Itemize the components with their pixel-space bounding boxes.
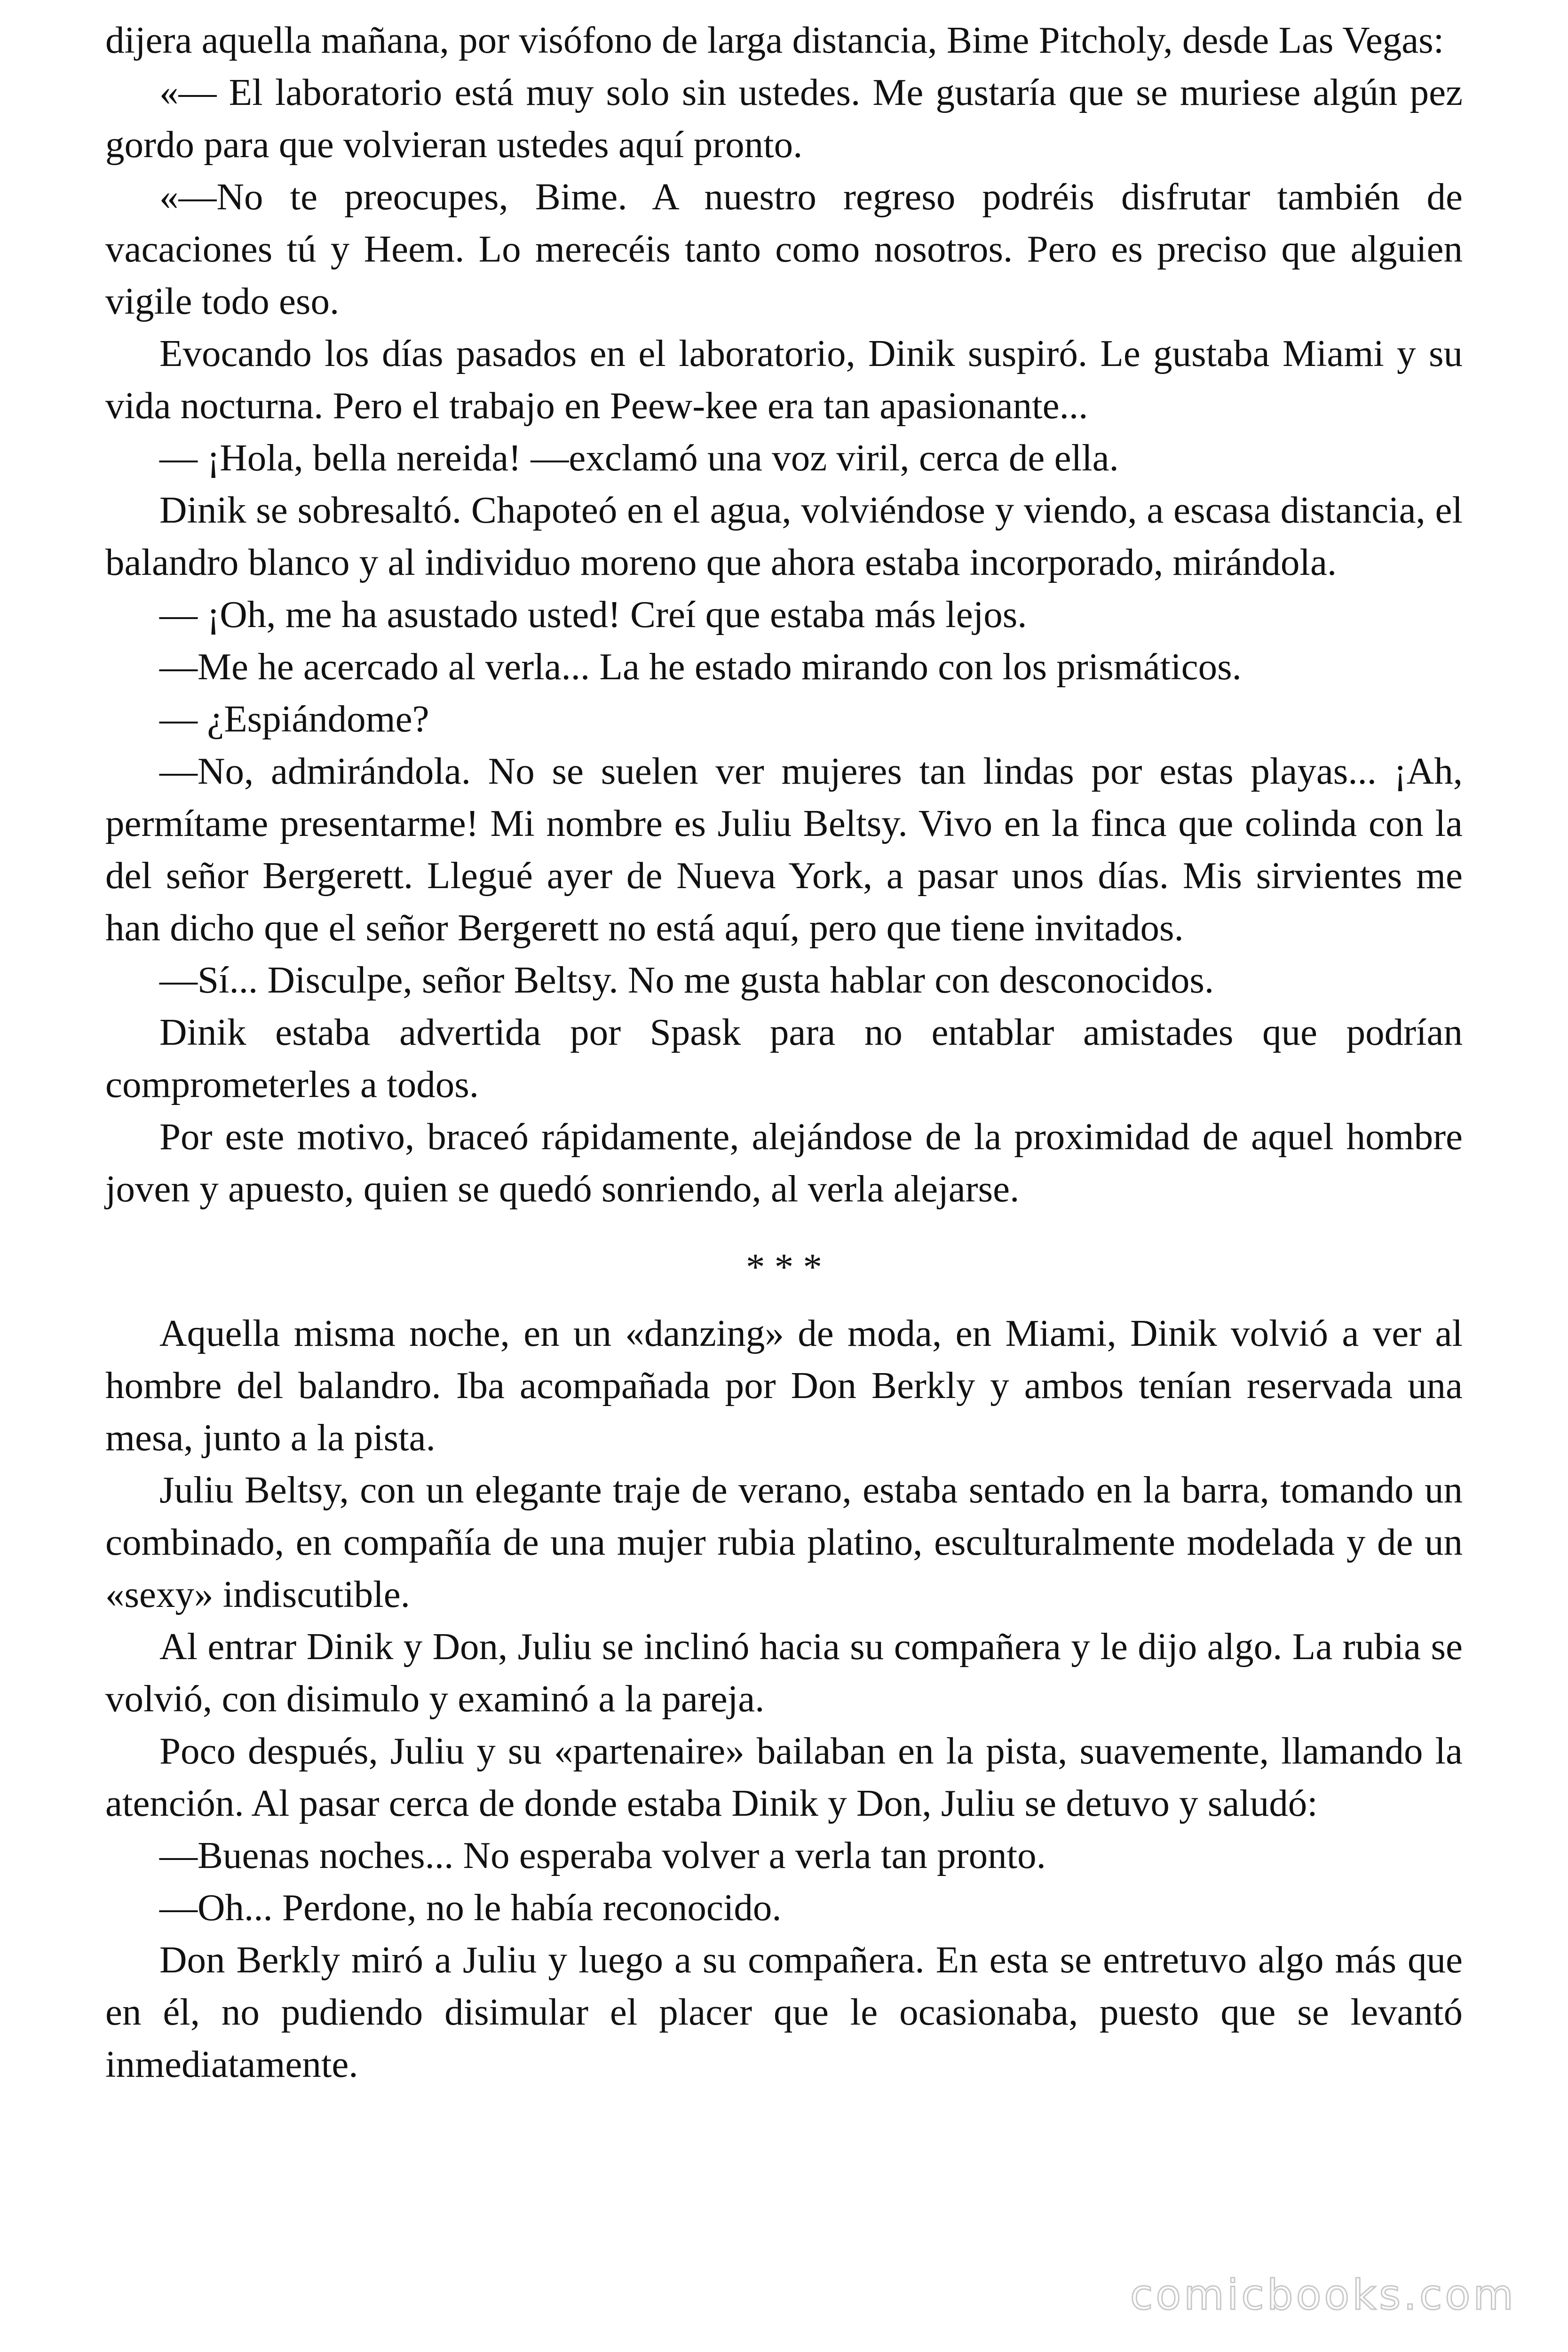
paragraph: — ¡Oh, me ha asustado usted! Creí que estaba más lejos. bbox=[159, 593, 1027, 636]
paragraph: Poco después, Juliu y su «partenaire» bailaban en la pista, suavemente, llamando la atención. Al pasar cerca de donde estaba Dinik y Don, Juliu se detuvo y saludó: bbox=[105, 1730, 1463, 1824]
paragraph: —No, admirándola. No se suelen ver mujeres tan lindas por estas playas... ¡Ah, permítame presentarme! Mi nombre es Juliu Beltsy. Vivo en la finca que colinda con la del señor Bergerett. Llegué ayer de Nueva York, a pasar unos días. Mis sirvientes me han dicho que el señor Bergerett no está aquí, pero que tiene invitados. bbox=[105, 750, 1463, 949]
section-break: * * * bbox=[746, 1246, 822, 1288]
paragraph: — ¡Hola, bella nereida! —exclamó una voz viril, cerca de ella. bbox=[159, 437, 1119, 479]
paragraph: — ¿Espiándome? bbox=[159, 698, 429, 740]
book-page bbox=[105, 14, 1463, 2090]
paragraph: Dinik se sobresaltó. Chapoteó en el agua, volviéndose y viendo, a escasa distancia, el balandro blanco y al individuo moreno que ahora estaba incorporado, mirándola. bbox=[105, 489, 1463, 583]
paragraph: —Me he acercado al verla... La he estado mirando con los prismáticos. bbox=[159, 645, 1242, 688]
paragraph: —Buenas noches... No esperaba volver a verla tan pronto. bbox=[159, 1834, 1046, 1876]
paragraph: Evocando los días pasados en el laboratorio, Dinik suspiró. Le gustaba Miami y su vida nocturna. Pero el trabajo en Peew-kee era tan apasionante... bbox=[105, 332, 1463, 427]
paragraph: «— El laboratorio está muy solo sin ustedes. Me gustaría que se muriese algún pez gordo para que volvieran ustedes aquí pronto. bbox=[105, 71, 1463, 166]
paragraph: —Oh... Perdone, no le había reconocido. bbox=[159, 1886, 782, 1929]
paragraph: Al entrar Dinik y Don, Juliu se inclinó hacia su compañera y le dijo algo. La rubia se volvió, con disimulo y examinó a la pareja. bbox=[105, 1625, 1463, 1720]
paragraph: —Sí... Disculpe, señor Beltsy. No me gusta hablar con desconocidos. bbox=[159, 959, 1214, 1001]
paragraph: dijera aquella mañana, por visófono de larga distancia, Bime Pitcholy, desde Las Vegas: bbox=[105, 19, 1444, 61]
paragraph: Don Berkly miró a Juliu y luego a su compañera. En esta se entretuvo algo más que en él, no pudiendo disimular el placer que le ocasionaba, puesto que se levantó inmediatamente. bbox=[105, 1939, 1463, 2085]
paragraph: «—No te preocupes, Bime. A nuestro regreso podréis disfrutar también de vacaciones tú y Heem. Lo merecéis tanto como nosotros. Pero es preciso que alguien vigile todo eso. bbox=[105, 175, 1463, 322]
paragraph: Aquella misma noche, en un «danzing» de moda, en Miami, Dinik volvió a ver al hombre del balandro. Iba acompañada por Don Berkly y ambos tenían reservada una mesa, junto a la pista. bbox=[105, 1312, 1463, 1459]
paragraph: Por este motivo, braceó rápidamente, alejándose de la proximidad de aquel hombre joven y apuesto, quien se quedó sonriendo, al verla alejarse. bbox=[105, 1115, 1463, 1210]
paragraph: Juliu Beltsy, con un elegante traje de verano, estaba sentado en la barra, tomando un combinado, en compañía de una mujer rubia platino, esculturalmente modelada y de un «sexy» indiscutible. bbox=[105, 1469, 1463, 1615]
paragraph: Dinik estaba advertida por Spask para no entablar amistades que podrían comprometerles a todos. bbox=[105, 1011, 1463, 1105]
watermark-logo: comicbooks.com bbox=[1130, 2271, 1516, 2319]
